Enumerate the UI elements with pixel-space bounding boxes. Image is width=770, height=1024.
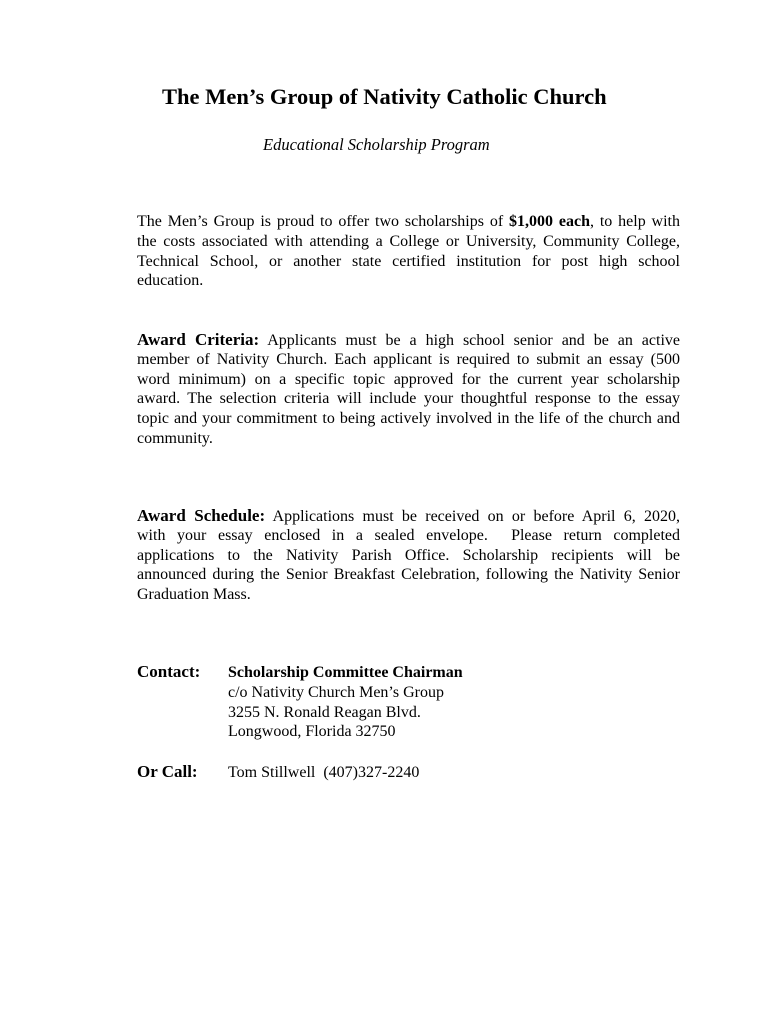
call-info [228,763,419,783]
award-criteria-heading: Award Criteria: [137,330,260,349]
address-line: 3255 N. Ronald Reagan Blvd. [228,703,421,721]
intro-text: The Men’s Group is proud to offer two scholarships of [137,213,510,230]
contact-label: Contact: [137,662,201,681]
award-schedule-heading: Award Schedule: [137,506,266,525]
document-subtitle: Educational Scholarship Program [263,135,490,154]
criteria-line: community. [137,429,213,447]
criteria-line: word minimum) on a specific topic approved for the current year scholarship [137,370,680,388]
award-schedule-paragraph [137,506,680,605]
schedule-line: Graduation Mass. [137,586,251,604]
contact-name: Scholarship Committee Chairman [228,664,463,681]
contact-address [228,663,463,742]
intro-line: the costs associated with attending a College or University, Community College, [137,232,680,250]
call-label: Or Call: [137,762,198,781]
address-line: Longwood, Florida 32750 [228,723,396,741]
intro-paragraph [137,212,680,291]
schedule-line: with your essay enclosed in a sealed envelope. Please return completed [137,526,680,544]
criteria-line: topic and your commitment to being actively involved in the life of the church and [137,410,680,428]
intro-text: , to help with [589,213,680,230]
criteria-line: member of Nativity Church. Each applicant is required to submit an essay (500 [137,350,680,368]
address-line: c/o Nativity Church Men’s Group [228,683,444,701]
criteria-text: Applicants must be a high school senior and be an active [259,332,680,349]
intro-line: education. [137,272,204,290]
phone-contact: Tom Stillwell (407)327-2240 [228,764,420,781]
schedule-text: Applications must be received on or before April 6, 2020, [265,508,680,525]
schedule-line: applications to the Nativity Parish Office. Scholarship recipients will be [137,546,680,564]
schedule-line: announced during the Senior Breakfast Celebration, following the Nativity Senior [137,566,680,584]
intro-line: Technical School, or another state certified institution for post high school [137,252,680,270]
criteria-line: award. The selection criteria will include your thoughtful response to the essay [137,390,680,408]
award-criteria-paragraph [137,330,680,449]
scholarship-amount: $1,000 each [509,213,590,230]
document-title: The Men’s Group of Nativity Catholic Church [162,84,607,109]
